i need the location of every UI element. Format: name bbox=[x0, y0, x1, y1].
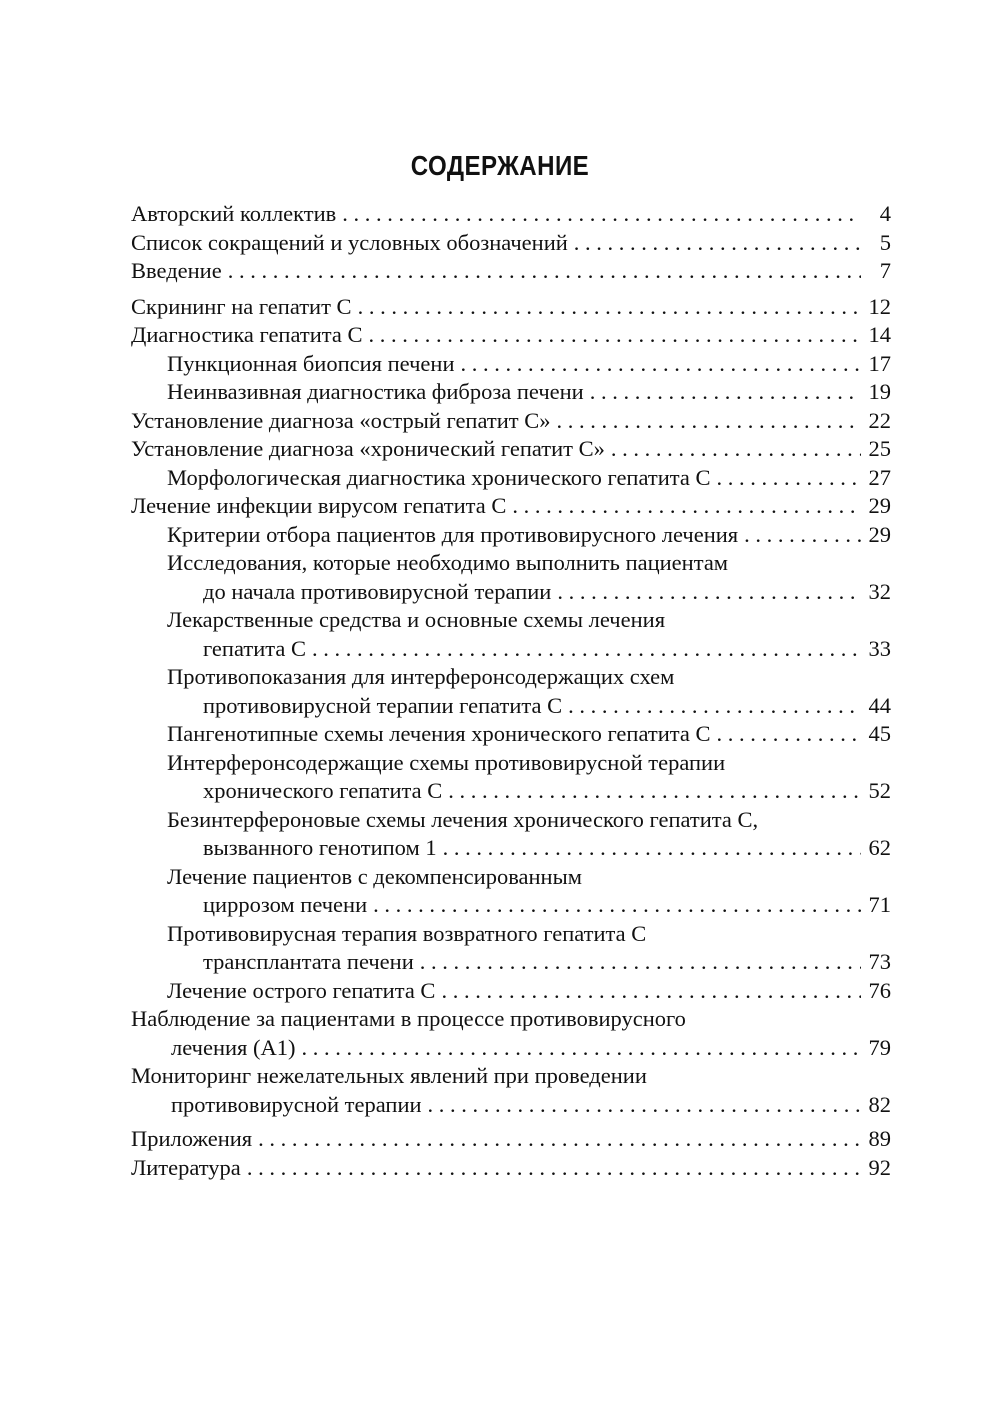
page-title: СОДЕРЖАНИЕ bbox=[410, 150, 590, 181]
toc-entry[interactable] bbox=[131, 293, 891, 322]
toc-entry-continuation bbox=[131, 1034, 891, 1063]
toc-entry[interactable] bbox=[131, 663, 891, 720]
leader-dots bbox=[342, 200, 861, 229]
toc-page-number: 17 bbox=[868, 350, 891, 376]
leader-dots bbox=[312, 635, 861, 664]
toc-page-number: 29 bbox=[868, 521, 891, 547]
toc-entry[interactable] bbox=[131, 407, 891, 436]
toc-entry-title: Лечение инфекции вирусом гепатита С bbox=[131, 493, 507, 518]
toc-entry[interactable] bbox=[131, 1154, 891, 1183]
leader-dots bbox=[448, 777, 861, 806]
toc-page-number: 73 bbox=[868, 949, 891, 974]
toc-entry[interactable] bbox=[131, 920, 891, 977]
toc-entry[interactable] bbox=[131, 321, 891, 350]
leader-dots bbox=[716, 464, 861, 493]
leader-dots bbox=[247, 1154, 861, 1183]
toc-page-number: 29 bbox=[868, 493, 891, 518]
toc-entry-continuation bbox=[131, 891, 891, 920]
toc-page-number: 32 bbox=[868, 578, 891, 604]
toc-entry[interactable] bbox=[131, 257, 891, 286]
toc-entry-continuation bbox=[131, 578, 891, 607]
toc-entry-title: Литература bbox=[131, 1154, 241, 1180]
table-of-contents bbox=[131, 200, 891, 1182]
toc-entry[interactable] bbox=[131, 863, 891, 920]
toc-entry[interactable] bbox=[131, 720, 891, 749]
toc-page-number: 19 bbox=[868, 379, 891, 404]
toc-entry[interactable] bbox=[131, 549, 891, 606]
toc-entry-title: Противовирусная терапия возвратного гепатита С bbox=[167, 920, 647, 946]
toc-entry[interactable] bbox=[131, 350, 891, 379]
toc-entry-title: вызванного генотипом 1 bbox=[203, 835, 437, 860]
toc-entry[interactable] bbox=[131, 464, 891, 493]
toc-page-number: 82 bbox=[868, 1091, 891, 1117]
toc-page-number: 44 bbox=[868, 692, 891, 718]
toc-entry-continuation bbox=[131, 948, 891, 977]
leader-dots bbox=[428, 1091, 861, 1120]
toc-entry-title: Морфологическая диагностика хронического гепатита С bbox=[167, 464, 711, 490]
toc-entry[interactable] bbox=[131, 378, 891, 407]
toc-page-number: 45 bbox=[868, 721, 891, 746]
toc-entry-title: хронического гепатита С bbox=[203, 778, 443, 803]
toc-entry[interactable] bbox=[131, 229, 891, 258]
toc-entry-continuation bbox=[131, 635, 891, 664]
toc-entry-title: Скрининг на гепатит С bbox=[131, 293, 352, 319]
toc-page-number: 27 bbox=[868, 464, 891, 490]
toc-entry-title: циррозом печени bbox=[203, 892, 368, 917]
toc-entry-title: противовирусной терапии гепатита С bbox=[203, 692, 563, 718]
toc-page-number: 22 bbox=[868, 407, 891, 433]
toc-entry[interactable] bbox=[131, 806, 891, 863]
toc-entry[interactable] bbox=[131, 1062, 891, 1119]
toc-entry-title: Авторский коллектив bbox=[131, 201, 337, 226]
toc-entry-title: Диагностика гепатита С bbox=[131, 322, 363, 347]
leader-dots bbox=[744, 521, 861, 550]
leader-dots bbox=[568, 692, 861, 721]
toc-page-number: 89 bbox=[868, 1126, 891, 1151]
toc-page-number: 79 bbox=[868, 1034, 891, 1060]
toc-entry-title: Введение bbox=[131, 258, 222, 283]
toc-entry-title: трансплантата печени bbox=[203, 949, 414, 974]
toc-page-number: 4 bbox=[879, 201, 891, 226]
toc-entry-title: противовирусной терапии bbox=[171, 1091, 422, 1117]
toc-page-number: 12 bbox=[868, 293, 891, 319]
toc-entry-continuation bbox=[131, 1091, 891, 1120]
leader-dots bbox=[512, 492, 861, 521]
toc-entry-continuation bbox=[131, 777, 891, 806]
leader-dots bbox=[302, 1034, 862, 1063]
toc-entry[interactable] bbox=[131, 200, 891, 229]
toc-page-number: 14 bbox=[868, 322, 891, 347]
toc-entry[interactable] bbox=[131, 1005, 891, 1062]
leader-dots bbox=[358, 293, 861, 322]
toc-entry-continuation bbox=[131, 834, 891, 863]
toc-page-number: 7 bbox=[879, 258, 891, 283]
leader-dots bbox=[420, 948, 861, 977]
toc-entry-title: гепатита С bbox=[203, 635, 306, 661]
toc-entry-title: лечения (А1) bbox=[171, 1034, 296, 1060]
leader-dots bbox=[368, 321, 861, 350]
toc-entry-title: Установление диагноза «хронический гепатит С» bbox=[131, 436, 605, 461]
leader-dots bbox=[228, 257, 861, 286]
toc-entry-title: Список сокращений и условных обозначений bbox=[131, 229, 568, 255]
toc-entry-title: Критерии отбора пациентов для противовирусного лечения bbox=[167, 521, 739, 547]
toc-page-number: 52 bbox=[868, 778, 891, 803]
toc-entry-title: Наблюдение за пациентами в процессе противовирусного bbox=[131, 1006, 686, 1031]
toc-entry[interactable] bbox=[131, 977, 891, 1006]
toc-entry-title: Лечение пациентов с декомпенсированным bbox=[167, 863, 582, 889]
leader-dots bbox=[556, 407, 861, 436]
toc-page-number: 25 bbox=[868, 436, 891, 461]
toc-entry[interactable] bbox=[131, 435, 891, 464]
leader-dots bbox=[441, 977, 861, 1006]
toc-entry-title: Пангенотипные схемы лечения хронического гепатита С bbox=[167, 721, 711, 746]
toc-page-number: 71 bbox=[868, 892, 891, 917]
leader-dots bbox=[258, 1125, 861, 1154]
toc-entry-title: Пункционная биопсия печени bbox=[167, 350, 455, 376]
toc-entry-title: Лечение острого гепатита С bbox=[167, 977, 436, 1003]
toc-entry-title: Неинвазивная диагностика фиброза печени bbox=[167, 379, 584, 404]
toc-page-number: 92 bbox=[868, 1154, 891, 1180]
leader-dots bbox=[460, 350, 861, 379]
toc-entry-title: Приложения bbox=[131, 1126, 253, 1151]
leader-dots bbox=[373, 891, 861, 920]
toc-page-number: 76 bbox=[868, 977, 891, 1003]
leader-dots bbox=[557, 578, 861, 607]
toc-page-number: 62 bbox=[868, 835, 891, 860]
toc-entry-title: Интерферонсодержащие схемы противовирусной терапии bbox=[167, 749, 726, 775]
leader-dots bbox=[443, 834, 861, 863]
toc-entry-title: Противопоказания для интерферонсодержащих схем bbox=[167, 664, 675, 689]
leader-dots bbox=[590, 378, 861, 407]
toc-entry[interactable] bbox=[131, 492, 891, 521]
leader-dots bbox=[574, 229, 861, 258]
toc-page-number: 5 bbox=[879, 229, 891, 255]
toc-entry-title: Установление диагноза «острый гепатит С» bbox=[131, 407, 551, 433]
leader-dots bbox=[611, 435, 861, 464]
leader-dots bbox=[716, 720, 861, 749]
toc-entry-title: Лекарственные средства и основные схемы лечения bbox=[167, 607, 666, 632]
toc-entry[interactable] bbox=[131, 1125, 891, 1154]
toc-entry-title: до начала противовирусной терапии bbox=[203, 578, 552, 604]
toc-entry-continuation bbox=[131, 692, 891, 721]
toc-entry[interactable] bbox=[131, 521, 891, 550]
toc-entry[interactable] bbox=[131, 606, 891, 663]
toc-entry-title: Безинтерфероновые схемы лечения хронического гепатита С, bbox=[167, 806, 759, 832]
toc-entry[interactable] bbox=[131, 749, 891, 806]
toc-entry-title: Исследования, которые необходимо выполнить пациентам bbox=[167, 550, 729, 575]
toc-page-number: 33 bbox=[868, 635, 891, 661]
toc-entry-title: Мониторинг нежелательных явлений при проведении bbox=[131, 1063, 647, 1088]
